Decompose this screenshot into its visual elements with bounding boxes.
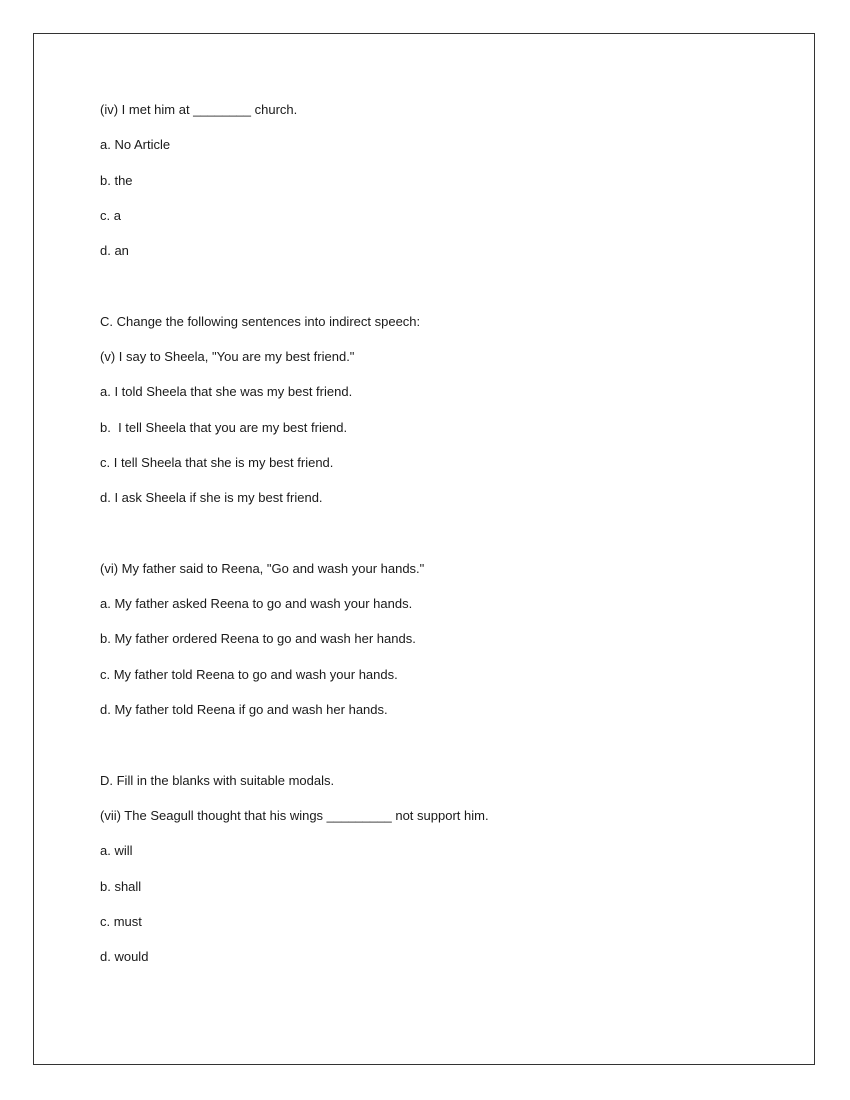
question-vii-option-d: d. would bbox=[100, 949, 149, 965]
question-vii-option-b: b. shall bbox=[100, 878, 142, 894]
question-iv-option-c: c. a bbox=[100, 207, 121, 223]
question-vi: (vi) My father said to Reena, "Go and wash your hands." bbox=[100, 560, 425, 576]
question-v-option-c: c. I tell Sheela that she is my best friend. bbox=[100, 454, 334, 470]
question-vii: (vii) The Seagull thought that his wings _________ not support him. bbox=[100, 807, 489, 823]
section-c-heading: C. Change the following sentences into indirect speech: bbox=[100, 313, 421, 329]
spacer bbox=[100, 278, 800, 313]
question-vii-option-c: c. must bbox=[100, 913, 142, 929]
question-vi-option-a: a. My father asked Reena to go and wash your hands. bbox=[100, 596, 413, 612]
question-iv: (iv) I met him at ________ church. bbox=[100, 102, 298, 117]
question-iv-option-a: a. No Article bbox=[100, 137, 171, 153]
question-vi-option-d: d. My father told Reena if go and wash her hands. bbox=[100, 702, 388, 718]
section-d-heading: D. Fill in the blanks with suitable modals. bbox=[100, 772, 335, 788]
question-v-option-d: d. I ask Sheela if she is my best friend. bbox=[100, 490, 323, 506]
spacer bbox=[100, 737, 800, 772]
question-v-option-b: b. I tell Sheela that you are my best friend. bbox=[100, 419, 348, 435]
worksheet-content bbox=[100, 102, 800, 984]
question-vii-option-a: a. will bbox=[100, 843, 133, 859]
question-v-option-a: a. I told Sheela that she was my best friend. bbox=[100, 384, 353, 400]
question-iv-option-b: b. the bbox=[100, 172, 133, 188]
question-iv-option-d: d. an bbox=[100, 243, 129, 259]
question-vi-option-b: b. My father ordered Reena to go and wash her hands. bbox=[100, 631, 416, 647]
question-v: (v) I say to Sheela, "You are my best friend." bbox=[100, 349, 355, 365]
question-vi-option-c: c. My father told Reena to go and wash your hands. bbox=[100, 666, 398, 682]
spacer bbox=[100, 526, 800, 561]
